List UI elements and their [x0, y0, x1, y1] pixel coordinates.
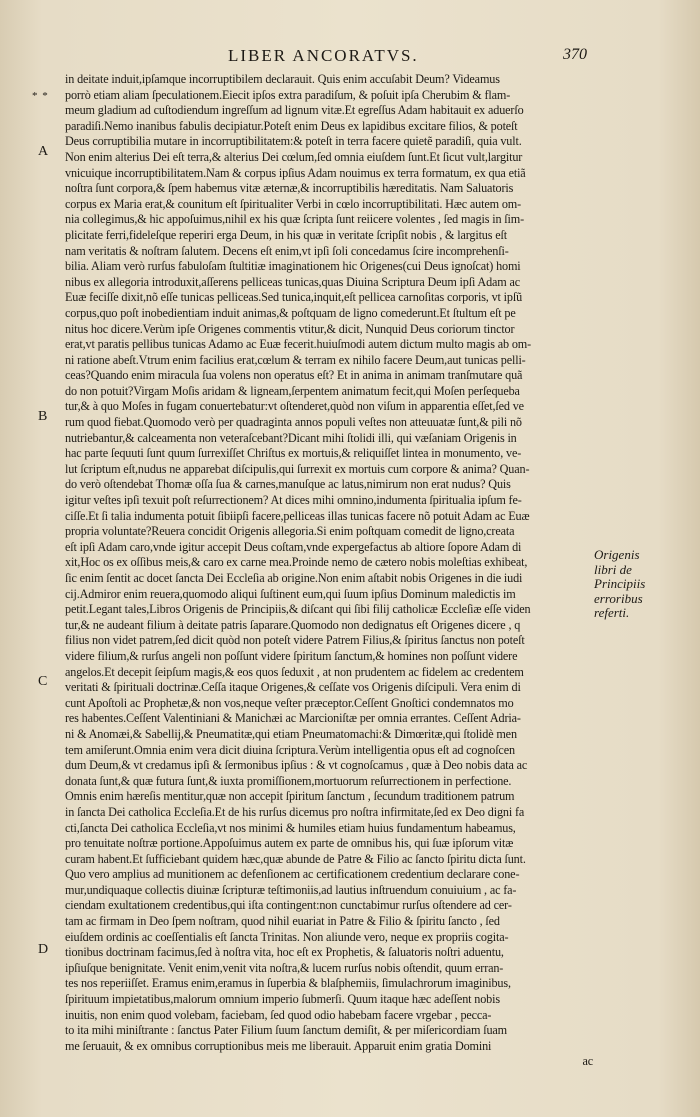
margin-letter-b: B [38, 409, 48, 424]
text-line: corpus ex Maria erat,& counitum eſt ſpiritualiter Verbi in cœlo incorruptibilitati. Hæc autem om- [65, 196, 522, 211]
text-line: igitur veſtes ipſi texuit poſt reſurrectionem? At dices mihi omnino,indumenta ſpiritualia ipſum fe- [65, 493, 522, 508]
text-line: cti,ſancta Dei catholica Eccleſia,vt nos minimi & humiles etiam huius fundamentum habeamus, [65, 820, 516, 835]
side-note-line: referti. [594, 605, 630, 620]
text-line: Euæ feciſſe dixit,nõ eſſe tunicas pelliceas.Sed tunica,inquit,eſt pellicea carnoſitas corporis, vt ipſũ [65, 290, 523, 305]
text-line: res habentes.Ceſſent Valentiniani & Manichæi ac Marcioniſtæ per omnia errantes. Ceſſent Adria- [65, 711, 521, 726]
text-line: tur,& ne audeant filium à deitate patris ſaparare.Quomodo non dedignatus eſt Origenes dicere , q [65, 617, 521, 632]
text-line: videre filium,& rurſus angeli non poſſunt videre ſpiritum ſanctum,& homines non poſſunt videre [65, 648, 518, 663]
text-line: propria voluntate?Reuera concidit Origenis allegoria.Si enim poſtquam comedit de ligno,creata [65, 524, 515, 539]
side-note-line: libri de [594, 561, 632, 577]
text-line: tur,& à quo Moſes in fugam conuertebatur:vt oſtenderet,quòd non viſum in apparentia eſſet,ſed ve [65, 399, 524, 414]
running-head [0, 46, 700, 68]
text-line: hac parte ſequuti ſunt quum ſurrexiſſet Chriſtus ex mortuis,& reliquiſſet lintea in monumento, ve- [65, 446, 522, 461]
margin-letter-a: A [38, 144, 49, 159]
text-line: do verò oſtendebat Thomæ oſſa ſua & carnes,manuſque ac latus,nimirum non erat nudus? Quis [65, 477, 511, 492]
text-line: noſtra ſunt corpora,& ſpem habemus vitæ æternæ,& incorruptibilis hæreditatis. Nam Saluatoris [65, 181, 514, 196]
text-line: dum Deum,& vt credamus ipſi & ſermonibus ipſius : & vt cognoſcamus , quæ à Deo nobis data ac [65, 758, 528, 773]
text-line: corpus,quo poſt inobedientiam induit animas,& poſtquam de ligno comederunt.Et ſtultum eſt pe [65, 305, 516, 320]
margin-letter-c: C [38, 674, 48, 689]
text-line: Quo vero amplius ad munitionem ac defenſionem ac certificationem credentium declarare cone- [65, 867, 520, 882]
text-line: paradiſi.Nemo inanibus fabulis decipiatur.Poteſt enim Deus ex lapidibus excitare filios, & poteſt [65, 118, 518, 133]
side-note-line: Origenis [594, 547, 640, 562]
text-line: petit.Legant tales,Libros Origenis de Principiis,& diſcant qui ſibi filij catholicæ Eccleſiæ eſſe viden [65, 602, 531, 617]
text-line: ni ratione abeſt.Vtrum enim facilius erat,cœlum & terram ex nihilo facere Deum,aut tunicas pelli- [65, 352, 526, 367]
text-line: vnicuique incorruptibilitatem.Nam & corpus ipſius Adam nouimus ex terra formatum, ex qua etiã [65, 165, 526, 180]
text-line: veritati & ſpirituali doctrinæ.Ceſſa itaque Origenes,& ceſſate vos Origenis diſcipuli. Vera enim di [65, 680, 521, 695]
text-line: tam ac firmam in Deo ſpem noſtram, quod nihil euariat in Patre & Filio & ſpiritu ſancto , ſed [65, 914, 500, 929]
text-line: pro tenuitate noſtræ portione.Appoſuimus autem ex parte de omnibus his, qui ſuæ ipſorum vitæ [65, 836, 514, 851]
text-line: me ſeruauit, & ex omnibus corruptionibus meis me liberauit. Apparuit enim gratia Domini [65, 1038, 492, 1053]
text-line: ceas?Quando enim miracula ſua volens non operatus eſt? Et in anima in animam tranſmutare quã [65, 368, 523, 383]
text-line: rum quod fiebat.Quomodo verò per quadraginta annos populi veſtes non atteuuatæ ſunt,& pili nõ [65, 415, 522, 430]
text-line: cij.Admiror enim reuera,quomodo aliqui ſuſtinent eum,qui ſuum ipſius Dominum maledictis im [65, 586, 516, 601]
running-title: LIBER ANCORATVS. [228, 46, 419, 65]
text-line: porrò etiam aliam ſpeculationem.Eiecit ipſos extra paradiſum, & poſuit ipſa Cherubim & flam- [65, 87, 511, 102]
catchword: ac [582, 1054, 593, 1069]
text-line: ipſiuſque benignitate. Venit enim,venit vita noſtra,& lucem rurſus nobis oſtendit, quum erran- [65, 960, 504, 975]
text-line: nutriebantur,& calceamenta non veteraſcebant?Dicant mihi ſtolidi illi, qui væſaniam Origenis in [65, 430, 517, 445]
text-line: Non enim alterius Dei eſt terra,& alterius Dei cœlum,ſed omnia eiuſdem ſunt.Et ſicut vult,largitur [65, 149, 523, 164]
page-number: 370 [563, 46, 587, 63]
text-line: ciendam exultationem credentibus,qui iſta contingent:non cunctabimur rurſus oſtendere ad cer- [65, 898, 512, 913]
text-line: tem amiſerunt.Omnia enim vera dicit diuina ſcriptura.Verùm intelligentia opus eſt ad cognoſcen [65, 742, 515, 757]
text-line: Deus corruptibilia mutare in incorruptibilitatem:& poteſt in terra facere quietẽ paradiſi, quia vult. [65, 134, 522, 149]
text-line: bilia. Aliam verò rurſus fabuloſam ſtultitiæ imaginationem hic Origenes(cui Deus ignoſcat) homi [65, 259, 521, 274]
asterisk-mark: * * [32, 90, 49, 102]
text-line: ſpirituum impietatibus,malorum omnium imperio ſubmerſi. Quum itaque hæc adeſſent nobis [65, 992, 500, 1007]
text-line: filius non videt patrem,ſed dicit quòd non poteſt videre Patrem Filius,& ſpiritus ſanctus non poteſt [65, 633, 525, 648]
text-line: inuitis, non enim quod volebam, faciebam, ſed quod odio habebam facere vrgebar , pecca- [65, 1007, 492, 1022]
text-line: erat,vt paratis pellibus tunicas Adamo ac Euæ fecerit.huiuſmodi autem dictum multo magis ab om- [65, 337, 532, 352]
text-line: eſt ipſi Adam caro,vnde igitur accepit Deus coſtam,vnde expergefactus ab altiore ſopore Adam di [65, 539, 522, 554]
text-line: nia collegimus,& hic appoſuimus,nihil ex his quæ ſcripta ſunt reiicere volentes , ſed magis in ſim- [65, 212, 525, 227]
text-line: nitus hoc dicere.Verùm ipſe Origenes commentis vtitur,& dicit, Nunquid Deus coriorum tinctor [65, 321, 515, 336]
text-line: mur,undiquaque collectis diuinæ ſcripturæ teſtimoniis,ad lautius inſtruendum conuiuium , ac fa- [65, 882, 517, 897]
margin-letter-d: D [38, 942, 49, 957]
left-margin [32, 72, 62, 972]
text-line: xit,Hoc os ex oſſibus meis,& caro ex carne mea.Proinde nemo de cætero nobis moleſtias exhibeat, [65, 555, 528, 570]
text-line: to ita mihi miniſtrante : ſanctus Pater Filium ſuum ſanctum demiſit, & per miſericordiam ſuam [65, 1023, 507, 1038]
text-line: curam habent.Et ſufficiebant quidem hæc,quæ abunde de Patre & Filio ac ſancto ſpiritu dicta ſunt. [65, 851, 526, 866]
text-line: nam veritatis & noſtram ſalutem. Decens eſt enim,vt ipſi ſoli concedamus ſcire incomprehenſi- [65, 243, 509, 258]
text-line: do non potuit?Virgam Moſis aridam & ligneam,ſerpentem animatum fecit,qui Moſen perſequeba [65, 383, 520, 398]
text-line: ſic enim ſentit ac docet ſancta Dei Eccleſia ab origine.Non enim aſtabit nobis Origenes in die iudi [65, 571, 523, 585]
text-line: in deitate induit,ipſamque incorruptibilem declarauit. Quis enim accuſabit Deum? Videamus [65, 72, 500, 86]
text-line: donata ſunt,& quæ futura ſunt,& iuxta promiſſionem,mortuorum reſurrectionem in perfectione. [65, 773, 512, 788]
side-note-line: erroribus [594, 590, 643, 606]
text-line: nibus ex allegoria introduxit,aſſerens pelliceas tunicas,quas Diuina Scriptura Deum ipſi Adam ac [65, 274, 521, 289]
text-line: meum gladium ad cuſtodiendum ingreſſum ad lignum vitæ.Et egreſſus Adam habitauit ex aduerſo [65, 103, 524, 118]
text-line: eiuſdem ordinis ac coeſſentialis eſt ſancta Trinitas. Non aliunde vero, neque ex propriis cogita- [65, 929, 509, 944]
text-line: tionibus doctrinam facimus,ſed à noſtra vita, hoc eſt ex Prophetis, & ſaluatoris noſtri aduentu, [65, 945, 504, 960]
side-note-line: Principiis [594, 576, 646, 591]
body-text [65, 72, 595, 1070]
text-line: tes nos reperiiſſet. Eramus enim,eramus in ſuperbia & blaſphemiis, ſimulachrorum imaginibus, [65, 976, 511, 991]
text-line: lut ſcriptum eſt,nudus ne apparebat diſcipulis,qui ſurrexit ex mortuis cum corpore & anima? Quan- [65, 461, 530, 476]
text-line: Omnis enim hæreſis mentitur,quæ non accepit ſpiritum ſanctum , ſecundum traditionem patrum [65, 789, 515, 804]
text-line: in ſancta Dei catholica Eccleſia.Et de his rurſus dicemus pro noſtra infirmitate,ſed ex Deo digni fa [65, 804, 525, 819]
text-line: ciſſe.Et ſi talia indumenta potuit ſibiipſi facere,pelliceas illas tunicas facere nõ potuit Adam ac Euæ [65, 508, 530, 523]
text-line: angelos.Et decepit ſeipſum magis,& eos quos ſeduxit , at non prudentem ac fidelem ac credentem [65, 664, 524, 679]
text-line: plicitate ferri,fideleſque reperiri erga Deum, in his quæ in veritate ſcripſit nobis , & largitus eſt [65, 227, 507, 242]
text-line: ni & Anomæi,& Sabellij,& Pneumatitæ,qui etiam Pneumatomachi:& Dimœritæ,qui ſtolidè men [65, 726, 517, 741]
text-line: cunt Apoſtoli ac Prophetæ,& non vos,neque veſter præceptor.Ceſſent Gnoſtici condemnatos mo [65, 695, 514, 710]
side-note [594, 548, 660, 621]
